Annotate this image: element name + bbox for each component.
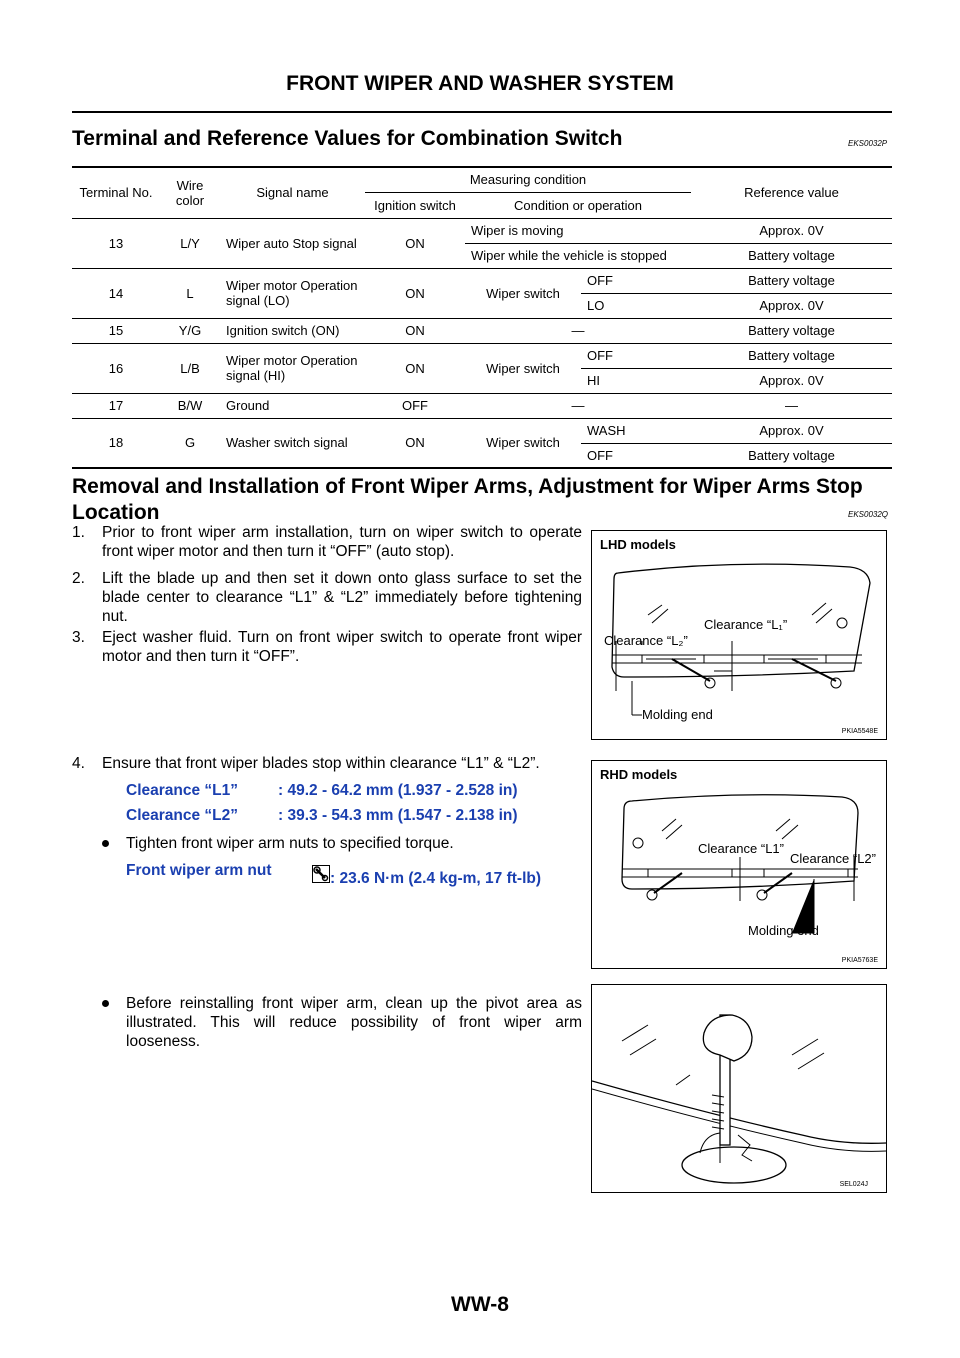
fig2-clearance-l2: Clearance “L2” (790, 851, 876, 866)
clearance-l2-value: : 39.3 - 54.3 mm (1.547 - 2.138 in) (278, 807, 518, 824)
th-reference: Reference value (744, 185, 839, 201)
torque-label: Front wiper arm nut (126, 862, 272, 879)
table-row: 13 L/Y Wiper auto Stop signal ON Wiper is moving Approx. 0V (72, 218, 892, 243)
step-4: 4. Ensure that front wiper blades stop within clearance “L1” & “L2”. (72, 755, 540, 772)
section2-code: EKS0032Q (848, 510, 889, 519)
th-ignition: Ignition switch (374, 197, 456, 213)
table-row: 17 B/W Ground OFF — — (72, 393, 892, 418)
step-2: 2. Lift the blade up and then set it down onto glass surface to set the blade center to clearance “L1” & “L2” immediately before tightening nut. (72, 570, 582, 625)
section2-title (72, 474, 863, 526)
fig2-title: RHD models (600, 767, 678, 782)
fig1-code: PKIA5548E (841, 728, 878, 735)
table-row: 14 L Wiper motor Operation signal (LO) ON Wiper switch OFF Battery voltage (72, 268, 892, 293)
terminal-table: Terminal No. Wire color Signal name Measuring condition Reference value Ignition switch Condition or operation 13 L/Y Wiper auto Stop signal ON Wiper is moving Approx. 0V Wiper while the vehicle is stopped Battery voltage 14 L Wiper motor Operation signal (LO) ON Wiper switch OFF Battery voltage LO Approx. 0V 15 Y/G Ignition switch (ON) ON — Battery voltage 16 L/B Wiper motor Operation signal (HI) ON Wiper switch OFF Battery voltage HI Approx. 0V 17 B/W Ground OFF — — 18 G Washer switch signal ON Wiper switch WASH Approx. 0V OFF Battery voltage (72, 166, 892, 469)
step-3: 3. Eject washer fluid. Turn on front wiper switch to operate front wiper motor and then turn it “OFF”. (72, 629, 582, 665)
clearance-l1-label: Clearance “L1” (126, 782, 238, 799)
th-measuring: Measuring condition (365, 167, 691, 192)
section1-title: Terminal and Reference Values for Combination Switch (72, 127, 623, 150)
fig2-code: PKIA5763E (841, 957, 878, 964)
fig2-molding-end: Molding end (748, 923, 819, 938)
fig3-code: SEL024J (839, 1181, 868, 1188)
table-row: 15 Y/G Ignition switch (ON) ON — Battery voltage (72, 318, 892, 343)
fig1-clearance-l1: Clearance “L₁” (704, 617, 788, 632)
section2-title-line2: Location (72, 501, 160, 524)
th-terminal: Terminal No. (79, 185, 153, 201)
fig2-clearance-l1: Clearance “L1” (698, 841, 784, 856)
fig1-title: LHD models (600, 537, 676, 552)
bullet-tighten: Tighten front wiper arm nuts to specified torque. (126, 835, 454, 852)
pivot-cleaning-illustration (592, 985, 886, 1192)
page-header: FRONT WIPER AND WASHER SYSTEM (286, 72, 674, 95)
page-footer: WW-8 (451, 1293, 509, 1316)
figure-lhd-models (591, 530, 887, 740)
fig1-clearance-l2: Clearance “L₂” (604, 633, 688, 648)
section2-title-line1: Removal and Installation of Front Wiper Arms, Adjustment for Wiper Arms Stop (72, 475, 863, 498)
th-wire: Wire color (175, 177, 205, 208)
section1-code: EKS0032P (848, 139, 888, 148)
header-rule (72, 111, 892, 113)
clearance-l2-label: Clearance “L2” (126, 807, 238, 824)
figure-pivot-cleaning (591, 984, 887, 1193)
table-row: 18 G Washer switch signal ON Wiper switch WASH Approx. 0V (72, 418, 892, 443)
fig1-molding-end: Molding end (642, 707, 713, 722)
clearance-l1-value: : 49.2 - 64.2 mm (1.937 - 2.528 in) (278, 782, 518, 799)
step-1: 1. Prior to front wiper arm installation, turn on wiper switch to operate front wiper motor and then turn it “OFF” (auto stop). (72, 524, 582, 560)
torque-value: : 23.6 N·m (2.4 kg-m, 17 ft-lb) (330, 870, 542, 887)
table-row: 16 L/B Wiper motor Operation signal (HI) ON Wiper switch OFF Battery voltage (72, 343, 892, 368)
bullet-reinstall: Before reinstalling front wiper arm, clean up the pivot area as illustrated. This will reduce possibility of front wiper arm looseness. (126, 995, 582, 1050)
torque-wrench-icon (312, 865, 330, 883)
figure-rhd-models (591, 760, 887, 969)
th-signal: Signal name (256, 185, 329, 201)
th-condition: Condition or operation (514, 197, 642, 213)
